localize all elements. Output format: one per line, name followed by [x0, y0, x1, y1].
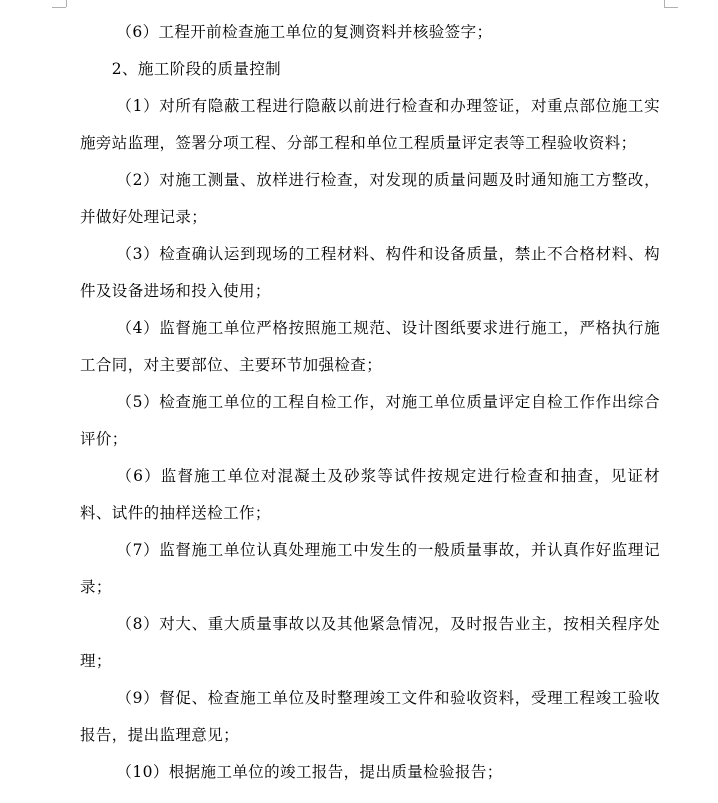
- crop-mark-top-left-vertical: [66, 0, 81, 7]
- crop-mark-top-right-horizontal: [664, 7, 678, 8]
- paragraph-item-4: （4）监督施工单位严格按照施工规范、设计图纸要求进行施工，严格执行施工合同，对主要部位、主要环节加强检查；: [80, 319, 660, 374]
- paragraph-item-1: （1）对所有隐蔽工程进行隐蔽以前进行检查和办理签证，对重点部位施工实施旁站监理，签署分项工程、分部工程和单位工程质量评定表等工程验收资料；: [80, 97, 660, 152]
- paragraph-item-3: （3）检查确认运到现场的工程材料、构件和设备质量，禁止不合格材料、构件及设备进场和投入使用；: [80, 245, 660, 300]
- paragraph-item-9: （9）督促、检查施工单位及时整理竣工文件和验收资料，受理工程竣工验收报告，提出监理意见；: [80, 689, 660, 744]
- paragraph-item-8: （8）对大、重大质量事故以及其他紧急情况，及时报告业主，按相关程序处理；: [80, 615, 660, 670]
- paragraph-item-5: （5）检查施工单位的工程自检工作，对施工单位质量评定自检工作作出综合评价；: [80, 393, 660, 448]
- paragraph-item-7: （7）监督施工单位认真处理施工中发生的一般质量事故，并认真作好监理记录；: [80, 541, 660, 596]
- section-heading: 2、施工阶段的质量控制: [111, 60, 282, 78]
- paragraph-item-2: （2）对施工测量、放样进行检查，对发现的质量问题及时通知施工方整改，并做好处理记录；: [80, 171, 660, 226]
- paragraph-item-6-prep: （6）工程开前检查施工单位的复测资料并核验签字；: [116, 23, 493, 41]
- paragraph-item-10: （10）根据施工单位的竣工报告，提出质量检验报告；: [116, 763, 503, 781]
- crop-mark-top-left-horizontal: [52, 7, 66, 8]
- paragraph-item-6: （6）监督施工单位对混凝土及砂浆等试件按规定进行检查和抽查，见证材料、试件的抽样送检工作；: [80, 467, 660, 522]
- crop-mark-top-right-vertical: [664, 0, 665, 7]
- document-body[interactable]: [80, 14, 660, 791]
